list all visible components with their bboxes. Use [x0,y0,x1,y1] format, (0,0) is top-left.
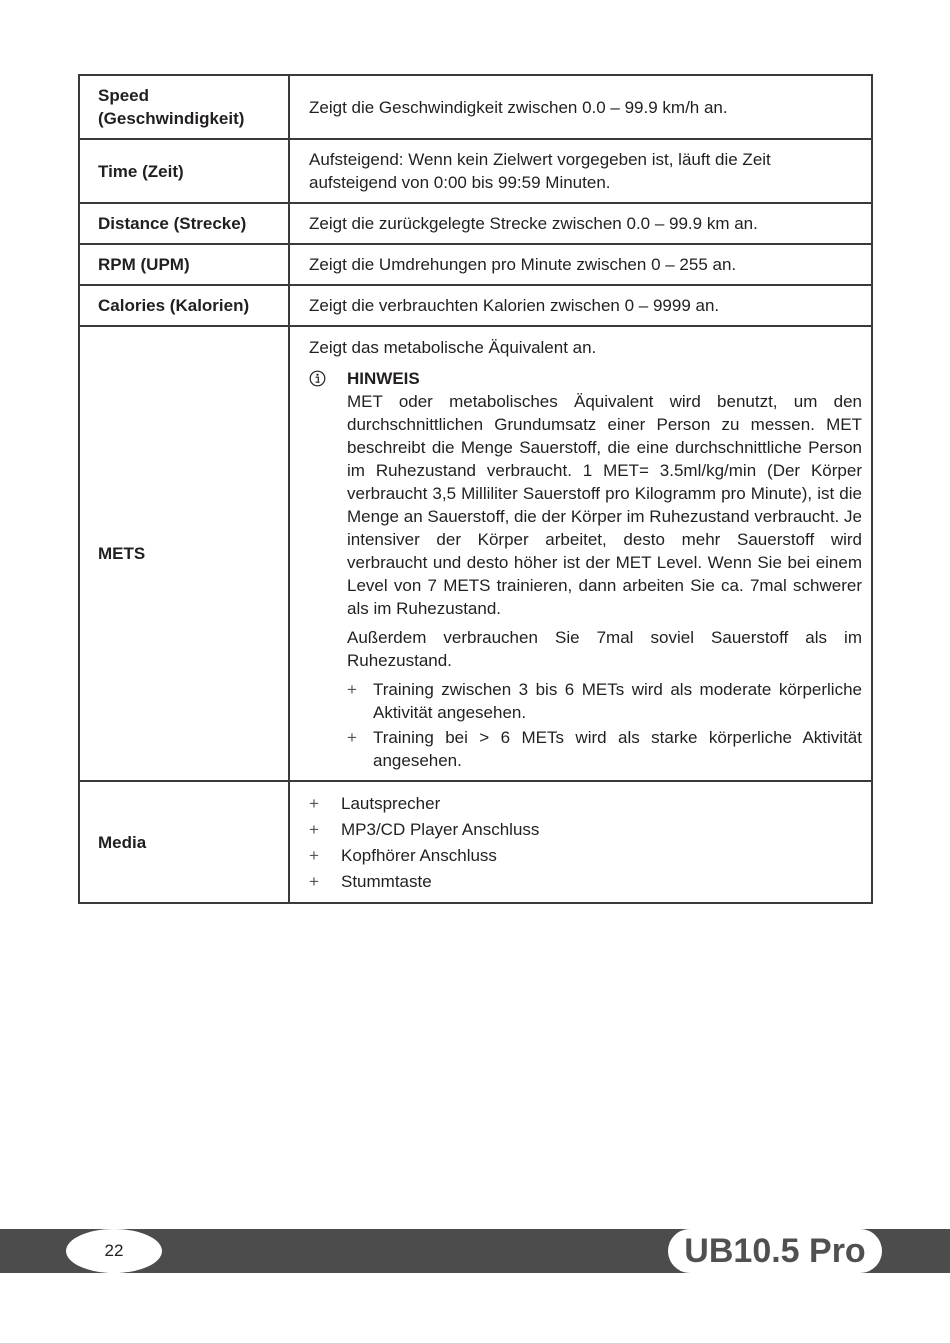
table-row-mets [79,326,872,781]
plus-icon: + [347,680,357,699]
row-label-line1: Speed [98,86,150,105]
mets-bullet-list [347,678,862,772]
table-row-calories [79,285,872,326]
plus-icon: + [309,846,319,865]
plus-icon: + [347,728,357,747]
list-item-text: Training bei > 6 METs wird als starke körperliche Aktivität angesehen. [373,728,862,770]
table-row-rpm [79,244,872,285]
row-label [79,75,289,139]
row-value: Zeigt die zurückgelegte Strecke zwischen 0.0 – 99.9 km an. [289,203,872,244]
info-icon [309,367,347,774]
table-row-time [79,139,872,203]
row-value [289,781,872,903]
row-value: Zeigt die Umdrehungen pro Minute zwischen 0 – 255 an. [289,244,872,285]
list-item-text: Lautsprecher [341,794,441,813]
list-item-text: MP3/CD Player Anschluss [341,820,540,839]
mets-intro: Zeigt das metabolische Äquivalent an. [309,338,597,357]
list-item-text: Stummtaste [341,872,432,891]
list-item [309,843,862,869]
row-label: Time (Zeit) [79,139,289,203]
table-row-distance [79,203,872,244]
table-row-media [79,781,872,903]
plus-icon: + [309,872,319,891]
media-list [309,791,862,895]
list-item [347,678,862,724]
note-title: HINWEIS [347,369,420,388]
row-label: Media [79,781,289,903]
page-number: 22 [66,1229,162,1273]
note-paragraph: MET oder metabolisches Äquivalent wird benutzt, um den durchschnittlichen Grundumsatz einer Person zu messen. MET beschreibt die Menge Sauerstoff, die eine durchschnittliche Person im Ruhezustand verbraucht. 1 MET= 3.5ml/kg/min (Der Körper verbraucht 3,5 Milliliter Sauerstoff pro Kilogramm pro Minute), ist die Menge an Sauerstoff, die der Körper im Ruhezustand verbraucht. Je intensiver der Körper arbeitet, desto mehr Sauerstoff wird verbraucht und desto höher ist der MET Level. Wenn Sie bei einem Level von 7 METS trainieren, dann arbeiten Sie ca. 7mal schwerer als im Ruhezustand. [347,392,862,618]
row-value: Zeigt die Geschwindigkeit zwischen 0.0 – 99.9 km/h an. [289,75,872,139]
plus-icon: + [309,794,319,813]
row-label: METS [79,326,289,781]
note-box [309,367,862,774]
list-item [347,726,862,772]
list-item [309,817,862,843]
row-label: RPM (UPM) [79,244,289,285]
note-paragraph: Außerdem verbrauchen Sie 7mal soviel Sauerstoff als im Ruhezustand. [347,628,862,670]
plus-icon: + [309,820,319,839]
brand-name: UB10.5 Pro [684,1232,866,1270]
row-value: Aufsteigend: Wenn kein Zielwert vorgegeben ist, läuft die Zeit aufsteigend von 0:00 bis 99:59 Minuten. [289,139,872,203]
note-body [347,367,862,774]
specs-table [78,74,873,904]
list-item-text: Training zwischen 3 bis 6 METs wird als moderate körperliche Aktivität angesehen. [373,680,862,722]
row-label-line2: (Geschwindigkeit) [98,109,245,128]
row-value [289,326,872,781]
table-row-speed [79,75,872,139]
list-item [309,869,862,895]
list-item-text: Kopfhörer Anschluss [341,846,497,865]
row-label: Distance (Strecke) [79,203,289,244]
list-item [309,791,862,817]
row-label: Calories (Kalorien) [79,285,289,326]
row-value: Zeigt die verbrauchten Kalorien zwischen 0 – 9999 an. [289,285,872,326]
